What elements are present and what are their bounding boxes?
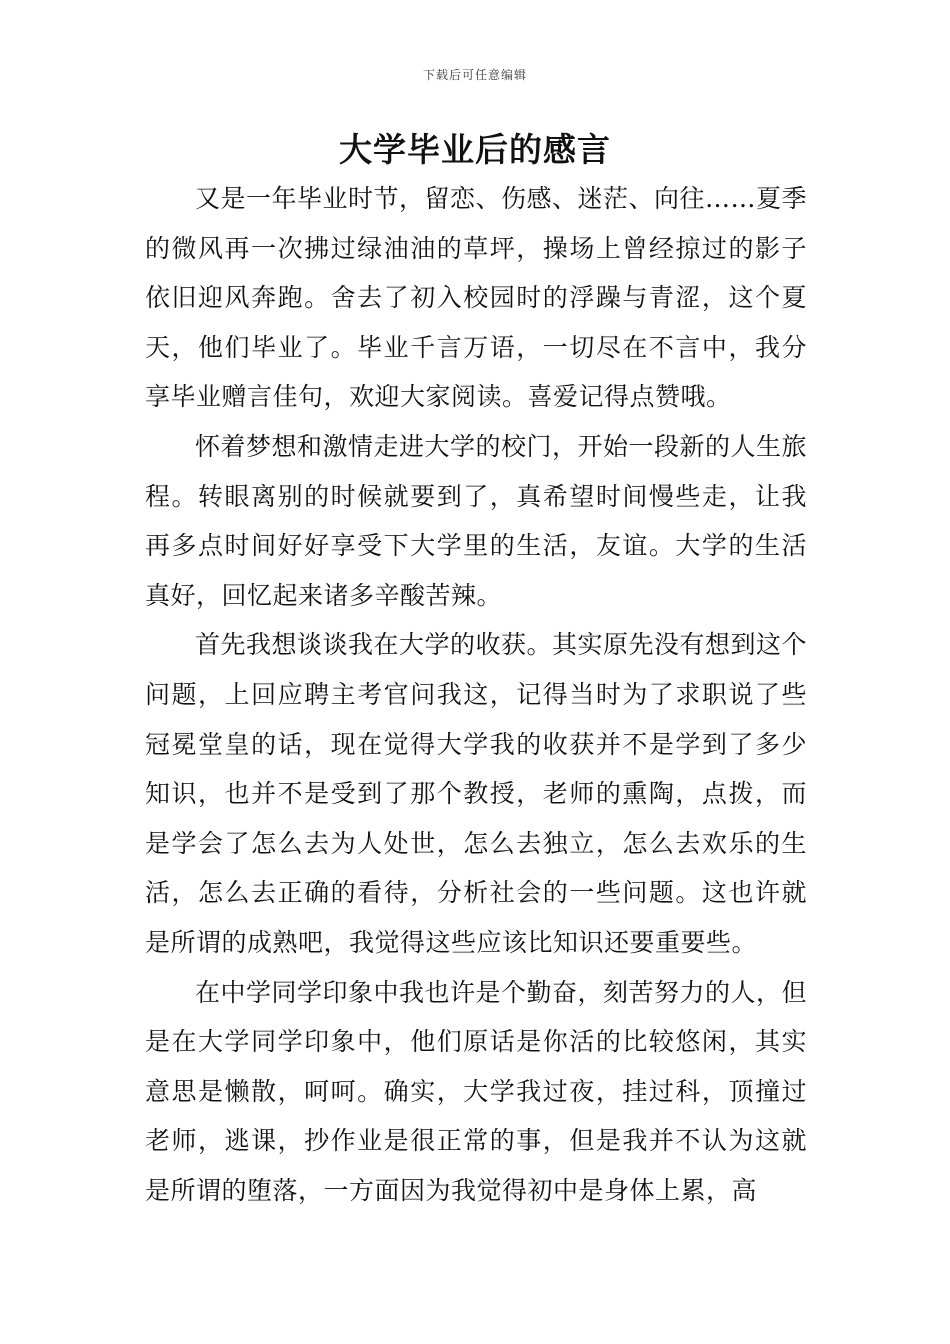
paragraph-1: 又是一年毕业时节，留恋、伤感、迷茫、向往……夏季的微风再一次拂过绿油油的草坪，操场上曾经掠过的影子依旧迎风奔跑。舍去了初入校园时的浮躁与青涩，这个夏天，他们毕业了。毕业千言万语，一切尽在不言中，我分享毕业赠言佳句，欢迎大家阅读。喜爱记得点赞哦。 — [145, 184, 808, 412]
paragraph-2: 怀着梦想和激情走进大学的校门，开始一段新的人生旅程。转眼离别的时候就要到了，真希望时间慢些走，让我再多点时间好好享受下大学里的生活，友谊。大学的生活真好，回忆起来诸多辛酸苦辣。 — [145, 431, 808, 610]
header-note: 下载后可任意编辑 — [422, 68, 527, 82]
document-body — [145, 174, 807, 1215]
document-title: 大学毕业后的感言 — [339, 130, 611, 169]
paragraph-3: 首先我想谈谈我在大学的收获。其实原先没有想到这个问题，上回应聘主考官问我这，记得当时为了求职说了些冠冕堂皇的话，现在觉得大学我的收获并不是学到了多少知识，也并不是受到了那个教授，老师的熏陶，点拨，而是学会了怎么去为人处世，怎么去独立，怎么去欢乐的生活，怎么去正确的看待，分析社会的一些问题。这也许就是所谓的成熟吧，我觉得这些应该比知识还要重要些。 — [145, 630, 808, 957]
paragraph-4: 在中学同学印象中我也许是个勤奋，刻苦努力的人，但是在大学同学印象中，他们原话是你活的比较悠闲，其实意思是懒散，呵呵。确实，大学我过夜，挂过科，顶撞过老师，逃课，抄作业是很正常的事，但是我并不认为这就是所谓的堕落，一方面因为我觉得初中是身体上累，高 — [145, 977, 808, 1205]
